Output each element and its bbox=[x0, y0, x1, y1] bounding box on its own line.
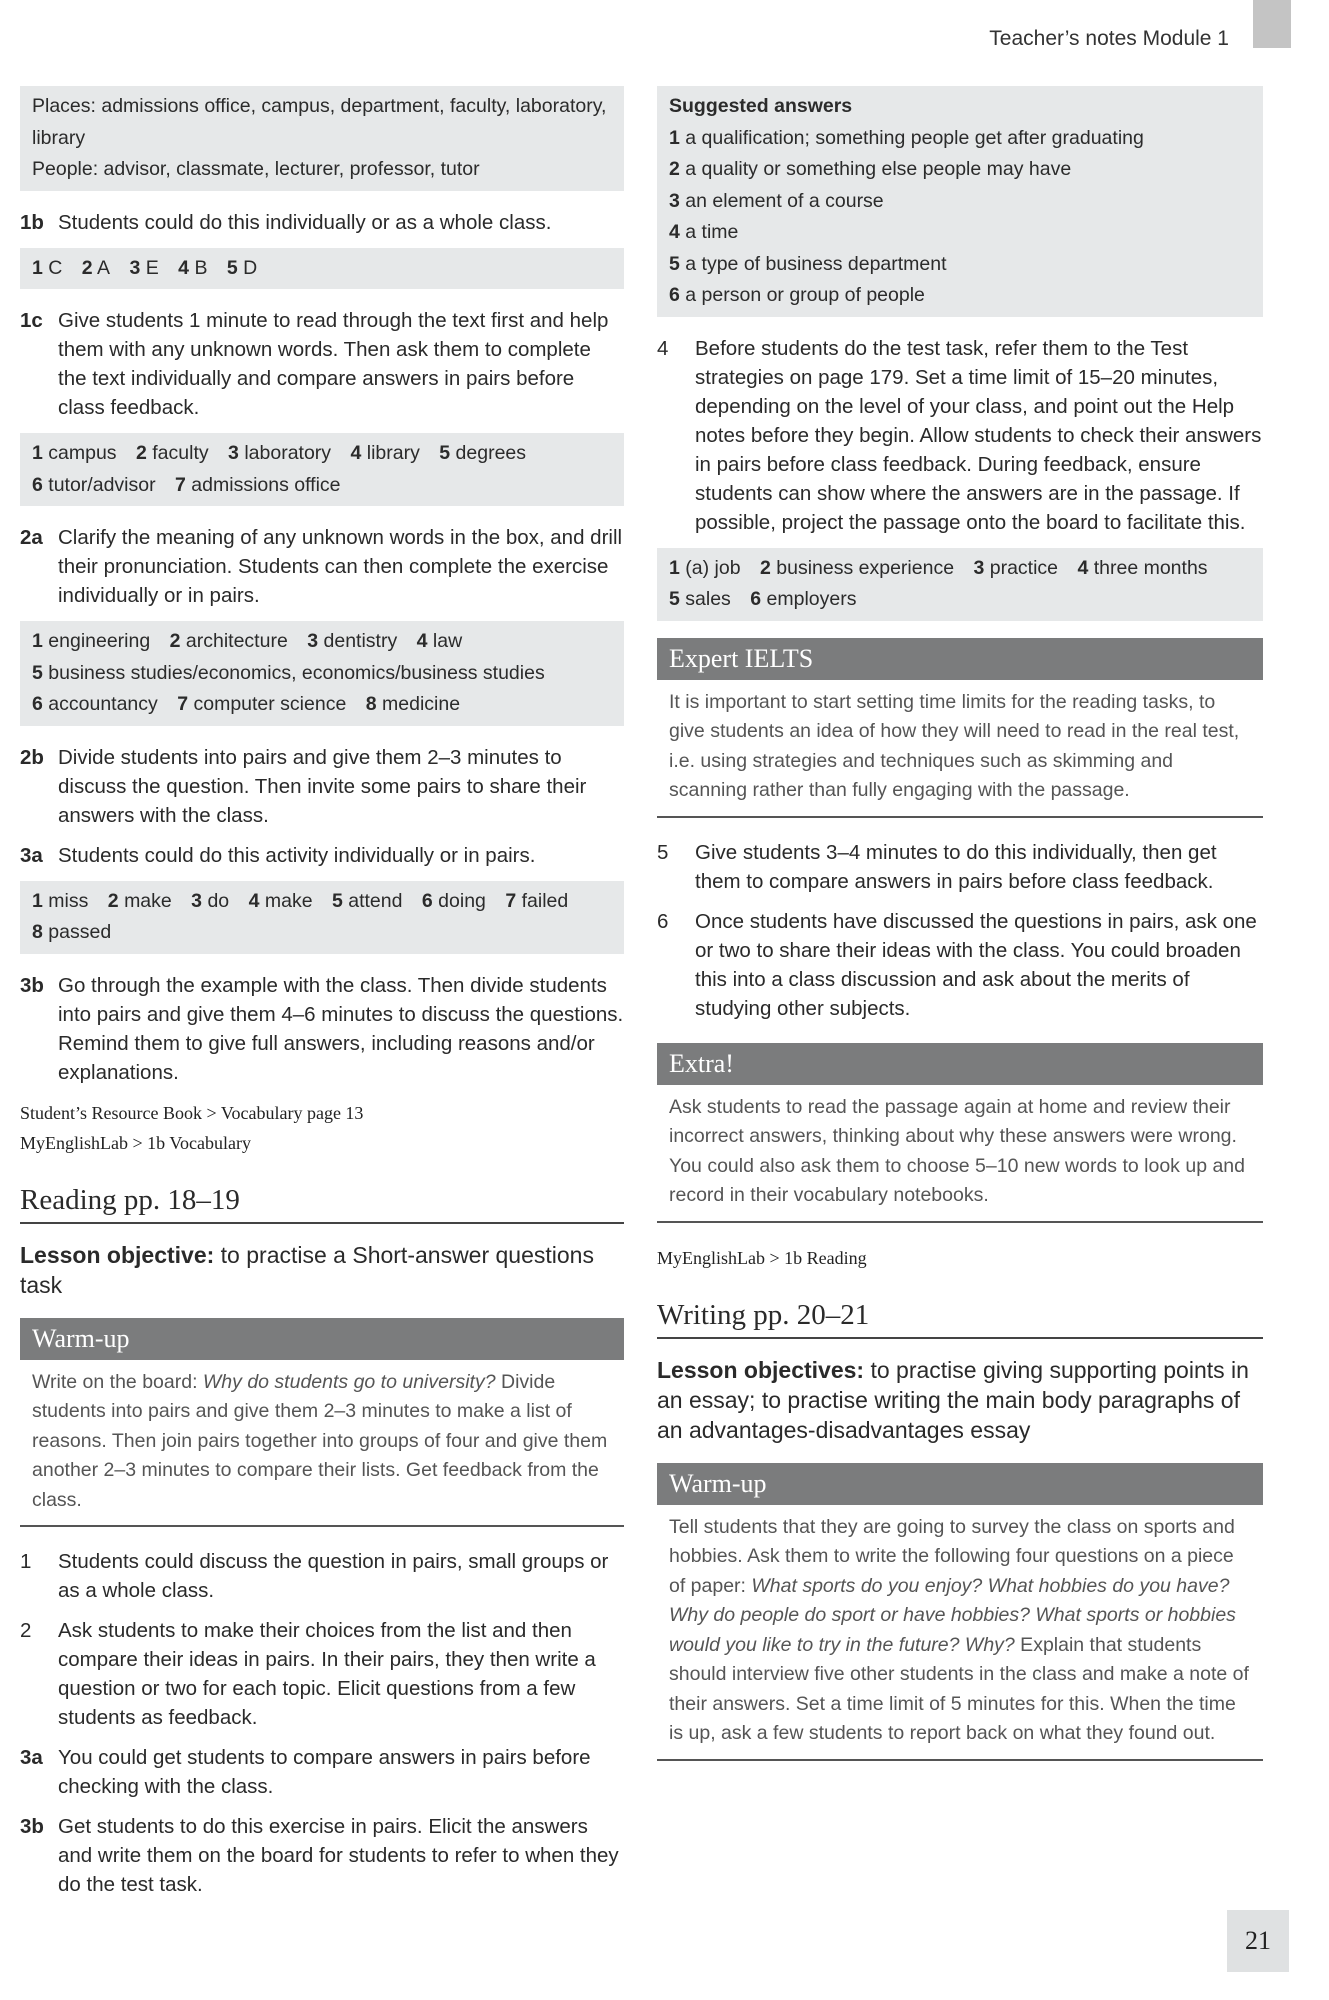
answer: 3 practice bbox=[973, 556, 1059, 579]
people-line: People: advisor, classmate, lecturer, professor, tutor bbox=[32, 158, 480, 180]
answer: 2 faculty bbox=[135, 442, 209, 464]
answer: 3 laboratory bbox=[228, 442, 332, 464]
instruction-6 bbox=[657, 907, 1263, 1023]
answer: 2 business experience bbox=[759, 556, 955, 579]
answer-box-1b bbox=[20, 248, 624, 290]
objective-text: to practise giving supporting points in an essay; to practise writing the main body paragraphs of an advantages-disadvantages essay bbox=[657, 1356, 1249, 1443]
item-text: Get students to do this exercise in pairs. Elicit the answers and write them on the board for students to refer to when they do the test task. bbox=[58, 1815, 619, 1896]
answer: 4 make bbox=[248, 889, 313, 912]
page-number: 21 bbox=[1227, 1910, 1289, 1972]
answer: 5 business studies/economics, economics/business studies bbox=[32, 661, 545, 684]
extra-heading: Extra! bbox=[657, 1043, 1263, 1085]
item-number: 2b bbox=[20, 745, 44, 769]
item-text: Go through the example with the class. Then divide students into pairs and give them 4–6 minutes to discuss the questions. Remind them to give full answers, including reasons and/or explanations. bbox=[58, 973, 624, 1084]
item-number: 3a bbox=[20, 843, 43, 867]
item-text: Ask students to make their choices from the list and then compare their ideas in pairs. In their pairs, they then write a question or two for each topic. Elicit questions from a few students as feedback. bbox=[58, 1619, 596, 1729]
item-number: 3b bbox=[20, 1815, 44, 1838]
answer: 3 do bbox=[191, 889, 230, 912]
suggested-answer: 2 a quality or something else people may have bbox=[669, 158, 1072, 180]
answer: 5 attend bbox=[331, 889, 403, 912]
answer: 7 failed bbox=[505, 889, 569, 912]
instruction-3a bbox=[20, 841, 624, 870]
answer: 3 dentistry bbox=[307, 630, 398, 652]
answer: 1 (a) job bbox=[669, 556, 741, 579]
warmup-heading: Warm-up bbox=[657, 1463, 1263, 1505]
answer-box-4 bbox=[657, 548, 1263, 621]
item-number: 6 bbox=[657, 909, 669, 933]
lesson-objectives bbox=[657, 1355, 1263, 1445]
item-number: 1c bbox=[20, 309, 43, 332]
objective-text: to practise a Short-answer questions task bbox=[20, 1241, 594, 1298]
answer: 6 tutor/advisor bbox=[32, 473, 156, 496]
answer: 4 law bbox=[416, 630, 463, 652]
suggested-answer: 1 a qualification; something people get after graduating bbox=[669, 126, 1144, 149]
answer: 2 architecture bbox=[169, 630, 288, 652]
expert-ielts-heading: Expert IELTS bbox=[657, 638, 1263, 680]
suggested-answer: 6 a person or group of people bbox=[669, 284, 925, 306]
answer-box-3a bbox=[20, 881, 624, 954]
answer: 5 D bbox=[226, 256, 258, 279]
item-text: Students could do this individually or as a whole class. bbox=[58, 210, 552, 234]
warmup-panel bbox=[657, 1505, 1263, 1761]
item-text: Divide students into pairs and give them 2–3 minutes to discuss the question. Then invite some pairs to share their answers with the class. bbox=[58, 745, 587, 827]
objective-label: Lesson objectives: bbox=[657, 1356, 865, 1383]
answer: 3 E bbox=[129, 256, 159, 279]
answer: 5 degrees bbox=[439, 442, 527, 464]
instruction-2a bbox=[20, 523, 624, 610]
instruction-2b bbox=[20, 743, 624, 830]
answer: 4 library bbox=[350, 442, 420, 464]
answer-box-places-people bbox=[20, 86, 624, 191]
item-text: Give students 1 minute to read through the text first and help them with any unknown words. Then ask them to complete the text individually and compare answers in pairs before class feedback. bbox=[58, 309, 609, 419]
answer: 8 medicine bbox=[365, 693, 461, 715]
answer: 6 doing bbox=[421, 889, 486, 912]
warmup-heading: Warm-up bbox=[20, 1318, 624, 1360]
item-text: Students could discuss the question in pairs, small groups or as a whole class. bbox=[58, 1550, 609, 1602]
warmup-text: Explain that students should interview five other students in the class and make a note of their answers. Set a time limit of 5 minutes for this. When the time is up, ask a few students to report back on what they found out. bbox=[669, 1633, 1249, 1744]
section-title-writing: Writing pp. 20–21 bbox=[657, 1297, 1263, 1339]
answer: 1 C bbox=[32, 256, 63, 279]
suggested-answers-title: Suggested answers bbox=[669, 95, 853, 117]
lesson-objective bbox=[20, 1240, 624, 1300]
item-text: Students could do this activity individually or in pairs. bbox=[58, 843, 536, 867]
warmup-text: Tell students that they are going to survey the class on sports and hobbies. Ask them to write the following four questions on a piece of paper: bbox=[669, 1515, 1235, 1597]
answer: 1 miss bbox=[32, 889, 89, 912]
item-text: Clarify the meaning of any unknown words in the box, and drill their pronunciation. Students can then complete the exercise individually or in pairs. bbox=[58, 526, 623, 607]
suggested-answer: 4 a time bbox=[669, 221, 739, 243]
instruction-4 bbox=[657, 334, 1263, 537]
resource-reference: MyEnglishLab > 1b Reading bbox=[657, 1247, 867, 1268]
answer: 4 three months bbox=[1077, 556, 1208, 579]
section-title-reading: Reading pp. 18–19 bbox=[20, 1182, 624, 1224]
item-text: Before students do the test task, refer them to the Test strategies on page 179. Set a time limit of 15–20 minutes, depending on the level of your class, and point out the Help notes before they begin. Allow students to check their answers in pairs before class feedback. During feedback, ensure students can show where the answers are in the passage. If possible, project the passage onto the board to facilitate this. bbox=[695, 336, 1262, 534]
resource-reference: Student’s Resource Book > Vocabulary page 13 bbox=[20, 1102, 364, 1123]
header-tab-marker bbox=[1253, 0, 1291, 48]
answer-box-1c bbox=[20, 433, 624, 506]
item-number: 4 bbox=[657, 336, 669, 360]
item-number: 1b bbox=[20, 210, 44, 234]
instruction-1b bbox=[20, 208, 624, 237]
left-column bbox=[20, 86, 624, 1910]
answer: 1 campus bbox=[32, 442, 117, 464]
places-line: Places: admissions office, campus, department, faculty, laboratory, library bbox=[32, 95, 607, 149]
warmup-questions: What sports do you enjoy? What hobbies do you have? Why do people do sport or have hobbies? What sports or hobbies would you like to try in the future? Why? bbox=[669, 1574, 1236, 1656]
item-number: 2a bbox=[20, 526, 43, 549]
warmup-text: Divide students into pairs and give them 2–3 minutes to make a list of reasons. Then join pairs together into groups of four and give them another 2–3 minutes to compare their lists. Get feedback from the class. bbox=[32, 1370, 608, 1511]
answer: 2 A bbox=[81, 256, 111, 279]
item-text: Once students have discussed the questions in pairs, ask one or two to share their ideas with the class. You could broaden this into a class discussion and ask about the merits of studying other subjects. bbox=[695, 909, 1257, 1020]
answer: 2 make bbox=[107, 889, 172, 912]
objective-label: Lesson objective: bbox=[20, 1241, 215, 1268]
answer: 6 accountancy bbox=[32, 693, 158, 715]
answer-box-2a bbox=[20, 621, 624, 726]
reading-step-3a bbox=[20, 1743, 624, 1801]
answer: 8 passed bbox=[32, 921, 112, 943]
reading-step-3b bbox=[20, 1812, 624, 1899]
instruction-5 bbox=[657, 838, 1263, 896]
resource-reference: MyEnglishLab > 1b Vocabulary bbox=[20, 1132, 251, 1153]
suggested-answer: 3 an element of a course bbox=[669, 189, 884, 212]
reading-step-1 bbox=[20, 1547, 624, 1605]
answer: 5 sales bbox=[669, 588, 731, 610]
running-header: Teacher’s notes Module 1 bbox=[989, 27, 1229, 50]
item-text: You could get students to compare answers in pairs before checking with the class. bbox=[58, 1746, 591, 1798]
suggested-answer: 5 a type of business department bbox=[669, 252, 947, 275]
answer: 1 engineering bbox=[32, 630, 151, 652]
suggested-answers-box bbox=[657, 86, 1263, 317]
item-number: 3a bbox=[20, 1746, 43, 1769]
item-number: 3b bbox=[20, 973, 44, 997]
warmup-panel bbox=[20, 1360, 624, 1528]
answer: 7 computer science bbox=[177, 693, 347, 715]
item-text: Give students 3–4 minutes to do this individually, then get them to compare answers in pairs before class feedback. bbox=[695, 840, 1217, 893]
right-column bbox=[657, 86, 1263, 1781]
item-number: 5 bbox=[657, 840, 669, 864]
warmup-text: Write on the board: bbox=[32, 1370, 203, 1393]
answer: 7 admissions office bbox=[175, 473, 341, 496]
answer: 6 employers bbox=[750, 588, 857, 610]
extra-panel: Ask students to read the passage again at home and review their incorrect answers, thinking about why these answers were wrong. You could also ask them to choose 5–10 new words to look up and record in their vocabulary notebooks. bbox=[657, 1085, 1263, 1223]
instruction-1c bbox=[20, 306, 624, 422]
expert-ielts-panel: It is important to start setting time limits for the reading tasks, to give students an idea of how they will need to read in the real test, i.e. using strategies and techniques such as skimming and scanning rather than fully engaging with the passage. bbox=[657, 680, 1263, 818]
instruction-3b bbox=[20, 971, 624, 1087]
answer: 4 B bbox=[178, 256, 208, 279]
warmup-question: Why do students go to university? bbox=[202, 1370, 496, 1393]
item-number: 1 bbox=[20, 1550, 32, 1573]
item-number: 2 bbox=[20, 1619, 32, 1642]
reading-step-2 bbox=[20, 1616, 624, 1732]
